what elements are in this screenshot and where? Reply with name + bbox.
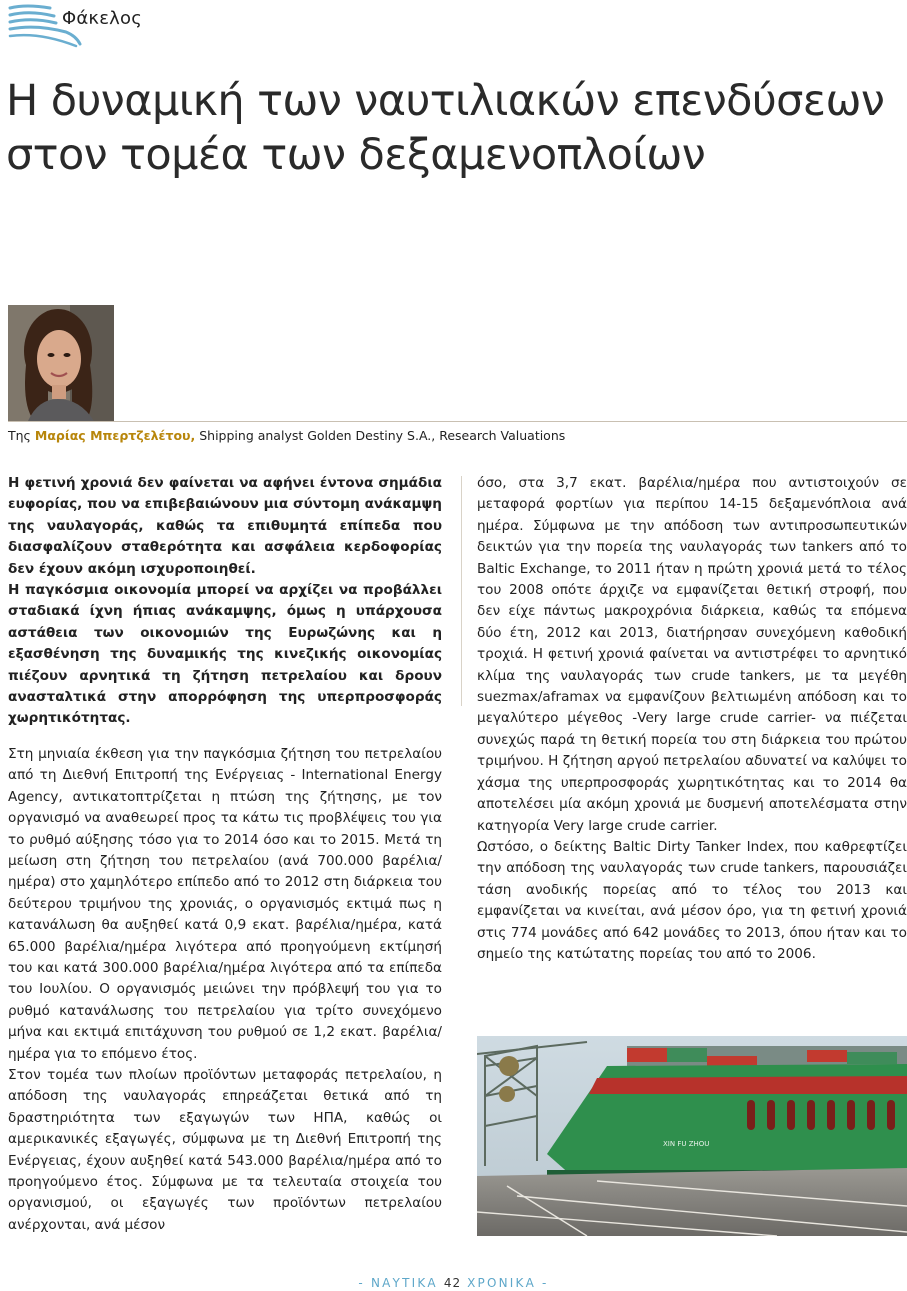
byline-prefix: Της xyxy=(8,428,35,443)
author-affiliation: Shipping analyst Golden Destiny S.A., Research Valuations xyxy=(195,428,566,443)
lead-paragraph-1: Η φετινή χρονιά δεν φαίνεται να αφήνει έντονα σημάδια ευφορίας, που να επιβεβαιώνουν μια σύντομη ανάκαμψη της ναυλαγοράς, καθώς τα επιθυμητά επίπεδα που διασφαλίζουν σταθερότητα και ασφάλεια κερδοφορίας δεν έχουν ακόμη ισχυροποιηθεί. xyxy=(8,475,442,577)
body-paragraph-4: Ωστόσο, ο δείκτης Baltic Dirty Tanker Index, που καθρεφτίζει την απόδοση της ναυλαγοράς των crude tankers, παρουσιάζει τάση ανοδικής πορείας από το τέλος του 2013 και εμφανίζεται να κινείται, ανά μέσον όρο, για τη φετινή χρονιά στις 774 μονάδες από 642 μονάδες το 2013, όπου ήταν και το σημείο της κατώτατης πορείας του από το 2006. xyxy=(477,838,907,962)
ship-illustration xyxy=(477,1036,907,1236)
body-paragraph-2: Στον τομέα των πλοίων προϊόντων μεταφοράς πετρελαίου, η απόδοση της ναυλαγοράς επηρεάζεται θετικά από τη δραστηριότητα των εξαγωγών των ΗΠΑ, καθώς οι αμερικανικές εξαγωγές, σύμφωνα με τη Διεθνή Επιτροπή της Ενέργειας, έχουν αυξηθεί κατά 543.000 βαρέλια/ημέρα από το προηγούμενο έτος. Σύμφωνα με τα τελευταία στοιχεία του οργανισμού, οι εξαγωγές των προϊόντων πετρελαίου ανέρχονται, ανά μέσον xyxy=(8,1066,442,1233)
body-paragraph-1: Στη μηνιαία έκθεση για την παγκόσμια ζήτηση του πετρελαίου από τη Διεθνή Επιτροπή της Ενέργειας - International Energy Agency, αντικατοπτρίζεται η πτώση της ζήτησης, με τον οργανισμό να αναθεωρεί προς τα κάτω τις προβλέψεις του για το ρυθμό αύξησης τόσο για το 2014 όσο και το 2015. Μετά τη μείωση στη ζήτηση του πετρελαίου (ανά 700.000 βαρέλια/ημέρα) στο χαμηλότερο επίπεδο από το 2012 στη διάρκεια του δεύτερου τριμήνου της χρονιάς, ο οργανισμός εκτιμά πως η κατανάλωση θα αυξηθεί κατά 0,9 εκατ. βαρέλια/ημέρα, κατά 65.000 βαρέλια/ημέρα λιγότερα από προηγούμενη εκτίμησή του και κατά 300.000 βαρέλια/ημέρα λιγότερα από τα επίπεδα του Ιουλίου. Ο οργανισμός μειώνει την πρόβλεψή του για το ρυθμό κατανάλωσης του πετρελαίου για τρίτο συνεχόμενο μήνα και εκτιμά επιτάχυνση του ρυθμού σε 1,2 εκατ. βαρέλια/ημέρα για το επόμενο έτος. xyxy=(8,745,442,1062)
lead-paragraph-2: Η παγκόσμια οικονομία μπορεί να αρχίζει να προβάλλει σταδιακά ίχνη ήπιας ανάκαμψης, όμως η υπάρχουσα αστάθεια των οικονομιών της Ευρωζώνης και η εξασθένηση της δυναμικής της κινεζικής οικονομίας πιέζουν αρνητικά τη ζήτηση πετρελαίου και δρουν ανασταλτικά στην απορρόφηση της υπερπροσφοράς χωρητικότητας. xyxy=(8,582,442,727)
page-footer xyxy=(0,1276,907,1290)
section-label: Φάκελος xyxy=(62,8,143,29)
article-column-left xyxy=(8,473,442,1236)
footer-magazine-name-left: - ΝΑΥΤΙΚΑ xyxy=(358,1276,444,1290)
title-line-2: στον τομέα των δεξαμενοπλοίων xyxy=(6,130,706,180)
page-number: 42 xyxy=(443,1276,462,1290)
byline xyxy=(8,428,565,443)
ship-photo xyxy=(477,1036,907,1236)
article-title xyxy=(6,74,901,182)
footer-magazine-name-right: ΧΡΟΝΙΚΑ - xyxy=(461,1276,549,1290)
title-line-1: Η δυναμική των ναυτιλιακών επενδύσεων xyxy=(6,76,885,126)
author-photo xyxy=(8,305,114,421)
byline-divider xyxy=(8,421,907,422)
body-paragraph-3: όσο, στα 3,7 εκατ. βαρέλια/ημέρα που αντιστοιχούν σε μεταφορά φορτίων για περίπου 14-15 δεξαμενόπλοια ανά ημέρα. Σύμφωνα με την απόδοση των αντιπροσωπευτικών δεικτών για την πορεία της ναυλαγοράς των tankers από το Baltic Exchange, το 2011 ήταν η πρώτη χρονιά μετά το τέλος του 2008 οπότε άρχιζε να εμφανίζεται θετική στροφή, που δεν είχε πάντως μακροχρόνια διάρκεια, καθώς τα επόμενα δύο έτη, 2012 και 2013, διατήρησαν συνεχόμενη καθοδική τροχιά. Η φετινή χρονιά φαίνεται να αντιστρέφει το αρνητικό κλίμα της ναυλαγοράς των crude tankers, με τα μεγέθη suezmax/aframax να εμφανίζουν βελτιωμένη απόδοση και το μεγαλύτερο μέγεθος -Very large crude carrier- να πιέζεται συνεχώς παρά τη θετική πορεία του στη διάρκεια του πρώτου τριμήνου. Η ζήτηση αργού πετρελαίου αδυνατεί να καλύψει το χάσμα της υπερπροσφοράς χωρητικότητας και το 2014 θα αποτελέσει μία ακόμη χρονιά με δυσμενή αποτελέσματα στην κατηγορία Very large crude carrier. xyxy=(477,475,907,834)
author-portrait-illustration xyxy=(8,305,114,421)
column-separator xyxy=(461,476,462,706)
article-column-right xyxy=(477,473,907,965)
author-name: Μαρίας Μπερτζελέτου, xyxy=(34,428,196,443)
ship-name-text: XIN FU ZHOU xyxy=(663,1140,710,1148)
